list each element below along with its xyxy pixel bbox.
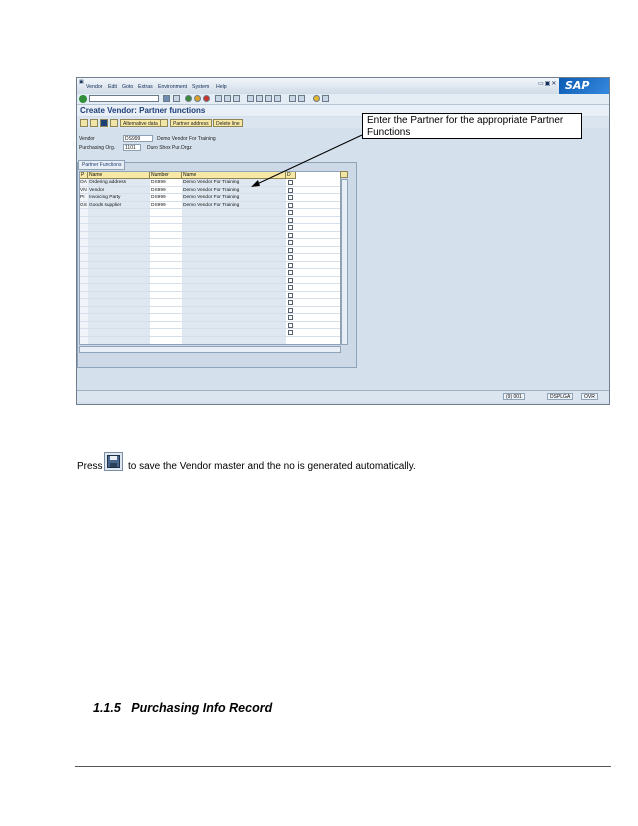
delete-line-button[interactable]: Delete line [213, 119, 243, 127]
partner-name[interactable]: Demo Vendor For Training [183, 195, 240, 200]
partner-name[interactable]: Demo Vendor For Training [183, 202, 240, 208]
mode-indicator[interactable]: OVR [581, 393, 598, 400]
press-text: Press [77, 461, 103, 472]
window-controls[interactable]: ▭▣✕ [538, 81, 558, 87]
save-icon [104, 452, 123, 471]
partner-function-name[interactable]: Invoicing Party [89, 195, 121, 200]
menu-help[interactable]: Help [216, 84, 227, 90]
column-header-number[interactable]: Number [150, 172, 182, 179]
server-indicator: DSPLGA [547, 393, 573, 400]
vendor-name: Demo Vendor For Training [157, 136, 216, 142]
menu-extras[interactable]: Extras [138, 84, 153, 90]
partner-function-name[interactable]: Vendor [89, 187, 105, 193]
partner-number[interactable]: DS999 [151, 180, 166, 185]
partner-function-code[interactable]: VN [80, 187, 87, 193]
alternative-data-button[interactable]: Alternative data [120, 119, 161, 127]
vendor-label: Vendor [79, 136, 95, 142]
save-instruction-text: to save the Vendor master and the no is generated automatically. [128, 461, 416, 472]
partner-functions-tab[interactable]: Partner Functions [78, 160, 125, 170]
screen-title: Create Vendor: Partner functions [80, 106, 206, 115]
partner-address-button[interactable]: Partner address [170, 119, 212, 127]
partner-name[interactable]: Demo Vendor For Training [183, 180, 240, 185]
menu-environment[interactable]: Environment [158, 84, 188, 90]
partner-function-name[interactable]: Ordering address [89, 180, 127, 185]
menu-edit[interactable]: Edit [108, 84, 117, 90]
partner-number[interactable]: DS999 [151, 187, 166, 193]
session-indicator[interactable]: (9) 001 [503, 393, 525, 400]
vendor-field[interactable]: DS999 [123, 135, 153, 142]
callout-box: Enter the Partner for the appropriate Partner Functions [362, 113, 582, 139]
partner-function-code[interactable]: PI [80, 195, 85, 200]
sap-logo: SAP [559, 78, 610, 98]
section-number: 1.1.5 [93, 701, 121, 715]
purchasing-org-field[interactable]: 1101 [123, 144, 141, 151]
section-heading [93, 701, 272, 715]
partner-function-code[interactable]: OA [80, 180, 87, 185]
sap-window-icon[interactable]: ▣ [79, 79, 84, 85]
partner-function-code[interactable]: GS [80, 202, 87, 208]
partner-name[interactable]: Demo Vendor For Training [183, 187, 240, 193]
footer-rule [75, 766, 611, 767]
partner-function-name[interactable]: Goods supplier [89, 202, 122, 208]
purchasing-org-label: Purchasing Org. [79, 145, 116, 151]
partner-number[interactable]: DS999 [151, 202, 166, 208]
partner-number[interactable]: DS999 [151, 195, 166, 200]
column-header-d[interactable]: D [286, 172, 296, 179]
menu-system[interactable]: System [192, 84, 210, 90]
purchasing-org-name: Duro Shox Pur.Orgz [147, 145, 192, 151]
menu-vendor[interactable]: Vendor [86, 84, 103, 90]
menu-goto[interactable]: Goto [122, 84, 134, 90]
column-header-partner-name[interactable]: Name [182, 172, 286, 179]
column-header-p[interactable]: P [80, 172, 88, 179]
section-title: Purchasing Info Record [131, 701, 273, 715]
column-header-name[interactable]: Name [88, 172, 150, 179]
